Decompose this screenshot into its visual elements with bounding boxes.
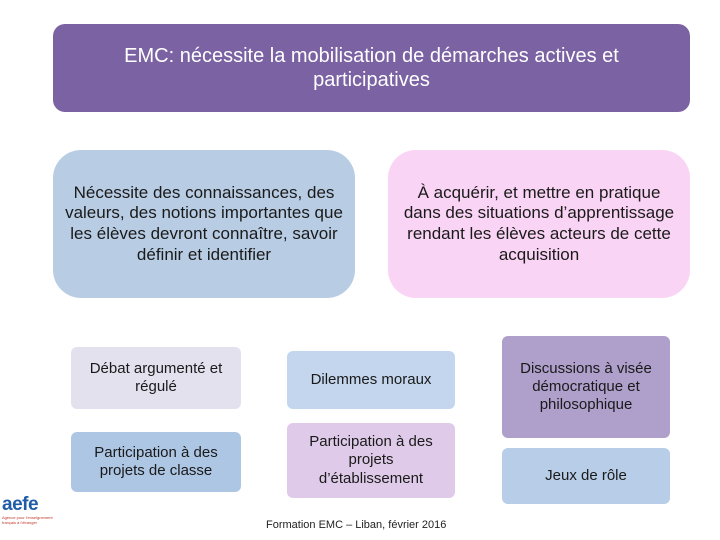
activity-label: Participation à des projets d’établissement	[309, 433, 433, 487]
activity-label: Débat argumenté et régulé	[89, 359, 223, 395]
activity-label: Dilemmes moraux	[310, 370, 432, 388]
activity-dilemmes	[287, 351, 455, 409]
activity-label: Jeux de rôle	[545, 466, 627, 484]
activity-label: Participation à des projets de classe	[94, 443, 218, 479]
logo-subtitle: Agence pour l'enseignement français à l'étranger	[2, 515, 53, 525]
acquisition-text: À acquérir, et mettre en pratique dans des situations d’apprentissage rendant les élèves acteurs de cette acquisition	[403, 182, 675, 264]
activity-participation-classe	[71, 432, 241, 492]
activity-jeux	[502, 448, 670, 504]
activity-discussions	[502, 336, 670, 438]
knowledge-text: Nécessite des connaissances, des valeurs, des notions importantes que les élèves devront connaître, savoir définir et identifier	[65, 182, 343, 264]
title-text: EMC: nécessite la mobilisation de démarches actives et participatives	[124, 44, 619, 91]
logo-word: aefe	[2, 494, 39, 515]
title-banner	[53, 24, 690, 112]
activity-participation-etablissement	[287, 423, 455, 498]
acquisition-box	[388, 150, 690, 298]
knowledge-box	[53, 150, 355, 298]
footer-text: Formation EMC – Liban, février 2016	[266, 519, 447, 531]
activity-debat	[71, 347, 241, 409]
aefe-logo	[2, 495, 54, 537]
activity-label: Discussions à visée démocratique et philosophique	[520, 359, 652, 414]
